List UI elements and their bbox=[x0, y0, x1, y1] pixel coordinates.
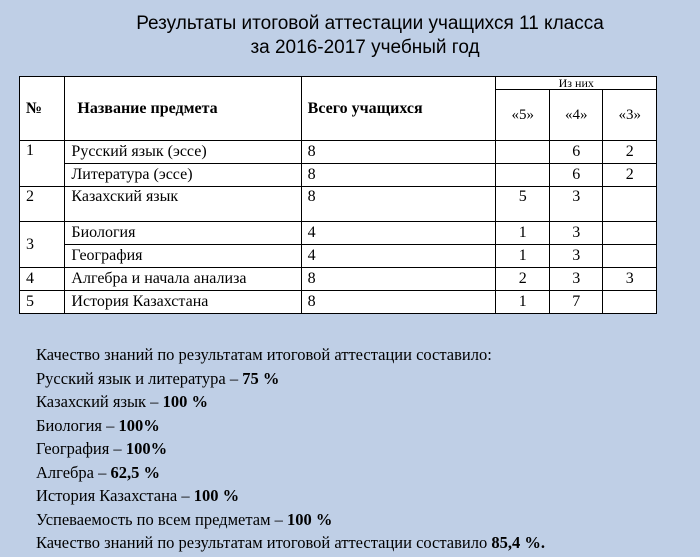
row-grade-5 bbox=[496, 141, 550, 164]
row-num: 4 bbox=[20, 268, 65, 291]
row-num: 1 bbox=[20, 141, 65, 187]
summary-label: Биология – bbox=[36, 415, 119, 435]
summary-final-value: 85,4 %. bbox=[491, 533, 545, 552]
row-subject: Алгебра и начала анализа bbox=[65, 268, 301, 291]
summary-label: Алгебра – bbox=[36, 462, 111, 482]
table-row bbox=[20, 291, 657, 314]
row-grade-4: 3 bbox=[549, 245, 603, 268]
summary-value: 62,5 % bbox=[110, 462, 160, 482]
results-table bbox=[19, 76, 657, 314]
summary-label: История Казахстана – bbox=[36, 486, 194, 505]
row-total: 8 bbox=[301, 268, 496, 291]
row-grade-5: 1 bbox=[496, 291, 550, 314]
row-total: 4 bbox=[301, 245, 496, 268]
summary-value: 100% bbox=[125, 439, 168, 458]
summary-block bbox=[36, 343, 545, 555]
summary-value: 100% bbox=[118, 415, 160, 435]
row-grade-3: 3 bbox=[603, 268, 657, 291]
summary-line bbox=[36, 437, 545, 461]
row-grade-3 bbox=[603, 222, 657, 245]
row-grade-3: 2 bbox=[603, 164, 657, 187]
row-grade-4: 3 bbox=[549, 222, 603, 245]
row-grade-3: 2 bbox=[603, 141, 657, 164]
row-subject: Литература (эссе) bbox=[65, 164, 301, 187]
summary-line bbox=[36, 414, 545, 438]
row-total: 8 bbox=[301, 187, 496, 222]
row-grade-3 bbox=[603, 291, 657, 314]
row-grade-3 bbox=[603, 245, 657, 268]
summary-line bbox=[36, 484, 545, 508]
summary-value: 100 % bbox=[162, 392, 208, 411]
row-grade-5: 1 bbox=[496, 222, 550, 245]
row-num: 5 bbox=[20, 291, 65, 314]
row-grade-5: 2 bbox=[496, 268, 550, 291]
row-grade-4: 3 bbox=[549, 187, 603, 222]
row-subject: Казахский язык bbox=[65, 187, 301, 222]
table-row bbox=[20, 222, 657, 245]
summary-intro: Качество знаний по результатам итоговой аттестации составило: bbox=[36, 345, 492, 364]
header-of-them: Из них bbox=[496, 77, 657, 90]
header-grade-3: «3» bbox=[603, 90, 657, 141]
summary-label: Успеваемость по всем предметам – bbox=[36, 509, 288, 529]
summary-final bbox=[36, 531, 545, 555]
summary-label: География – bbox=[36, 439, 126, 458]
title-line-2: за 2016-2017 учебный год bbox=[250, 37, 480, 58]
summary-value: 100 % bbox=[287, 509, 333, 529]
row-grade-4: 3 bbox=[549, 268, 603, 291]
header-total: Всего учащихся bbox=[301, 77, 496, 141]
row-subject: История Казахстана bbox=[65, 291, 301, 314]
table-row bbox=[20, 164, 657, 187]
row-grade-5 bbox=[496, 164, 550, 187]
summary-line bbox=[36, 461, 545, 485]
header-grade-5: «5» bbox=[496, 90, 550, 141]
row-total: 8 bbox=[301, 141, 496, 164]
row-total: 8 bbox=[301, 291, 496, 314]
table-row bbox=[20, 187, 657, 222]
header-grade-4: «4» bbox=[549, 90, 603, 141]
row-num: 2 bbox=[20, 187, 65, 222]
title-line-1: Результаты итоговой аттестации учащихся 11 класса bbox=[136, 13, 604, 34]
table-row bbox=[20, 245, 657, 268]
row-subject: Русский язык (эссе) bbox=[65, 141, 301, 164]
summary-line bbox=[36, 508, 545, 532]
row-subject: География bbox=[65, 245, 301, 268]
row-grade-4: 6 bbox=[549, 141, 603, 164]
row-grade-5: 5 bbox=[496, 187, 550, 222]
row-num: 3 bbox=[20, 222, 65, 268]
row-grade-5: 1 bbox=[496, 245, 550, 268]
table-row bbox=[20, 141, 657, 164]
row-total: 8 bbox=[301, 164, 496, 187]
summary-line bbox=[36, 390, 545, 414]
summary-label: Русский язык и литература – bbox=[36, 368, 243, 388]
row-total: 4 bbox=[301, 222, 496, 245]
page-title bbox=[0, 12, 700, 60]
summary-label: Казахский язык – bbox=[36, 392, 163, 411]
summary-line bbox=[36, 367, 545, 391]
summary-value: 75 % bbox=[242, 368, 280, 388]
summary-final-label: Качество знаний по результатам итоговой аттестации составило bbox=[36, 533, 492, 552]
row-grade-3 bbox=[603, 187, 657, 222]
header-subject: Название предмета bbox=[65, 77, 301, 141]
header-num: № bbox=[20, 77, 65, 141]
row-subject: Биология bbox=[65, 222, 301, 245]
summary-value: 100 % bbox=[193, 486, 240, 505]
row-grade-4: 7 bbox=[549, 291, 603, 314]
table-row bbox=[20, 268, 657, 291]
row-grade-4: 6 bbox=[549, 164, 603, 187]
